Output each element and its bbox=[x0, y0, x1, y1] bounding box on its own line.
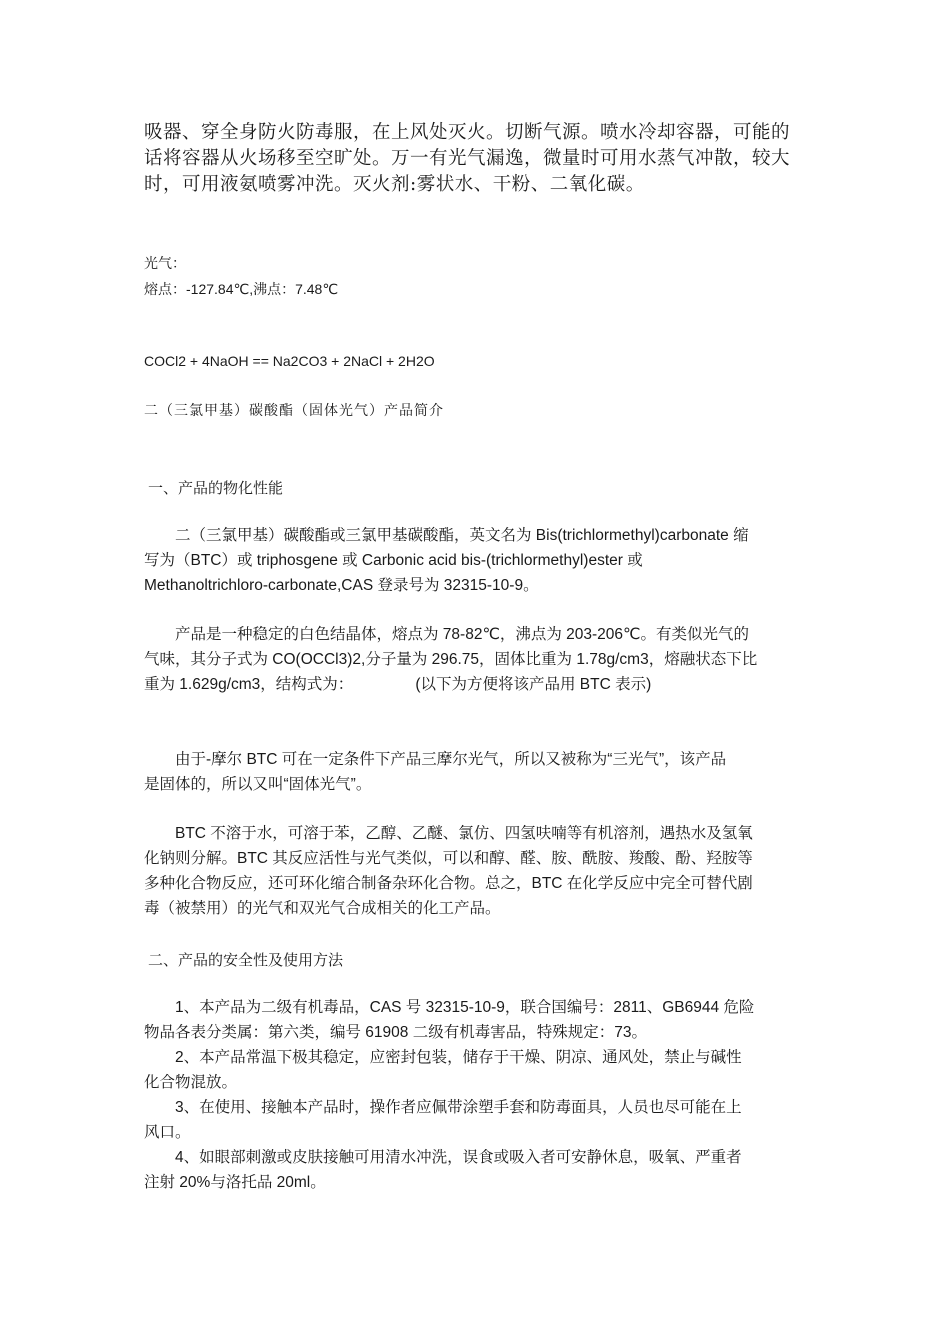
safety-item-2: 2、本产品常温下极其稳定，应密封包装，储存于干燥、阴凉、通风处，禁止与碱性 化合物混放。 bbox=[144, 1049, 742, 1091]
structure-formula-lead: 重为 1.629g/cm3，结构式为： bbox=[144, 676, 354, 693]
intro-line-2: 话将容器从火场移至空旷处。万一有光气漏逸，微量时可用水蒸气冲散，较大 bbox=[144, 148, 791, 169]
intro-paragraph bbox=[144, 120, 814, 198]
safety-item-4: 4、如眼部刺激或皮肤接触可用清水冲洗，误食或吸入者可安静休息，吸氧、严重者 注射 20%与洛托品 20ml。 bbox=[144, 1149, 742, 1191]
phosgene-notes bbox=[144, 250, 814, 302]
safety-item-1: 1、本产品为二级有机毒品，CAS 号 32315-10-9，联合国编号：2811、GB6944 危险 物品各表分类属：第六类，编号 61908 二级有机毒害品，特殊规定：73。 bbox=[144, 999, 755, 1041]
reaction-equation: COCl2 + 4NaOH == Na2CO3 + 2NaCl + 2H2O bbox=[144, 353, 435, 369]
section-1-paragraph-4: BTC 不溶于水，可溶于苯，乙醇、乙醚、氯仿、四氢呋喃等有机溶剂，遇热水及氢氧 化钠则分解。BTC 其反应活性与光气类似，可以和醇、醛、胺、酰胺、羧酸、酚、羟胺等 多种化合物反应，还可环化缩合制备杂环化合物。总之，BTC 在化学反应中完全可替代剧 毒（被禁用）的光气和双光气合成相关的化工产品。 bbox=[144, 825, 753, 917]
safety-list bbox=[144, 995, 814, 1195]
intro-line-3: 时，可用液氨喷雾冲洗。灭火剂:雾状水、干粉、二氧化碳。 bbox=[144, 174, 645, 195]
section-1-paragraph-2: 产品是一种稳定的白色结晶体，熔点为 78-82℃，沸点为 203-206℃。有类似光气的 气味，其分子式为 CO(OCCl3)2,分子量为 296.75，固体比重为 1.78g/cm3，熔融状态下比 重为 1.629g/cm3，结构式为： (以下为方便将该产品用 BTC 表示) bbox=[144, 626, 758, 693]
phosgene-points: 熔点：-127.84℃,沸点：7.48℃ bbox=[144, 281, 339, 297]
intro-line-1: 吸器、穿全身防火防毒服，在上风处灭火。切断气源。喷水冷却容器，可能的 bbox=[144, 122, 791, 143]
section-1-paragraph-1: 二（三氯甲基）碳酸酯或三氯甲基碳酸酯，英文名为 Bis(trichlormethyl)carbonate 缩 写为（BTC）或 triphosgene 或 Carbonic acid bis-(trichlormethyl)ester 或 Methanoltrichloro-carbonate,CAS 登录号为 32315-10-9。 bbox=[144, 527, 749, 594]
phosgene-label: 光气： bbox=[144, 255, 186, 271]
safety-item-3: 3、在使用、接触本产品时，操作者应佩带涂塑手套和防毒面具，人员也尽可能在上 风口。 bbox=[144, 1099, 742, 1141]
section-2-heading: 二、产品的安全性及使用方法 bbox=[148, 951, 344, 969]
btc-note: (以下为方便将该产品用 BTC 表示) bbox=[415, 676, 652, 693]
section-1-paragraph-3: 由于-摩尔 BTC 可在一定条件下产品三摩尔光气，所以又被称为“三光气”，该产品 是固体的，所以又叫“固体光气”。 bbox=[144, 751, 727, 793]
section-1-heading: 一、产品的物化性能 bbox=[148, 479, 284, 497]
product-title: 二（三氯甲基）碳酸酯（固体光气）产品简介 bbox=[144, 403, 444, 419]
